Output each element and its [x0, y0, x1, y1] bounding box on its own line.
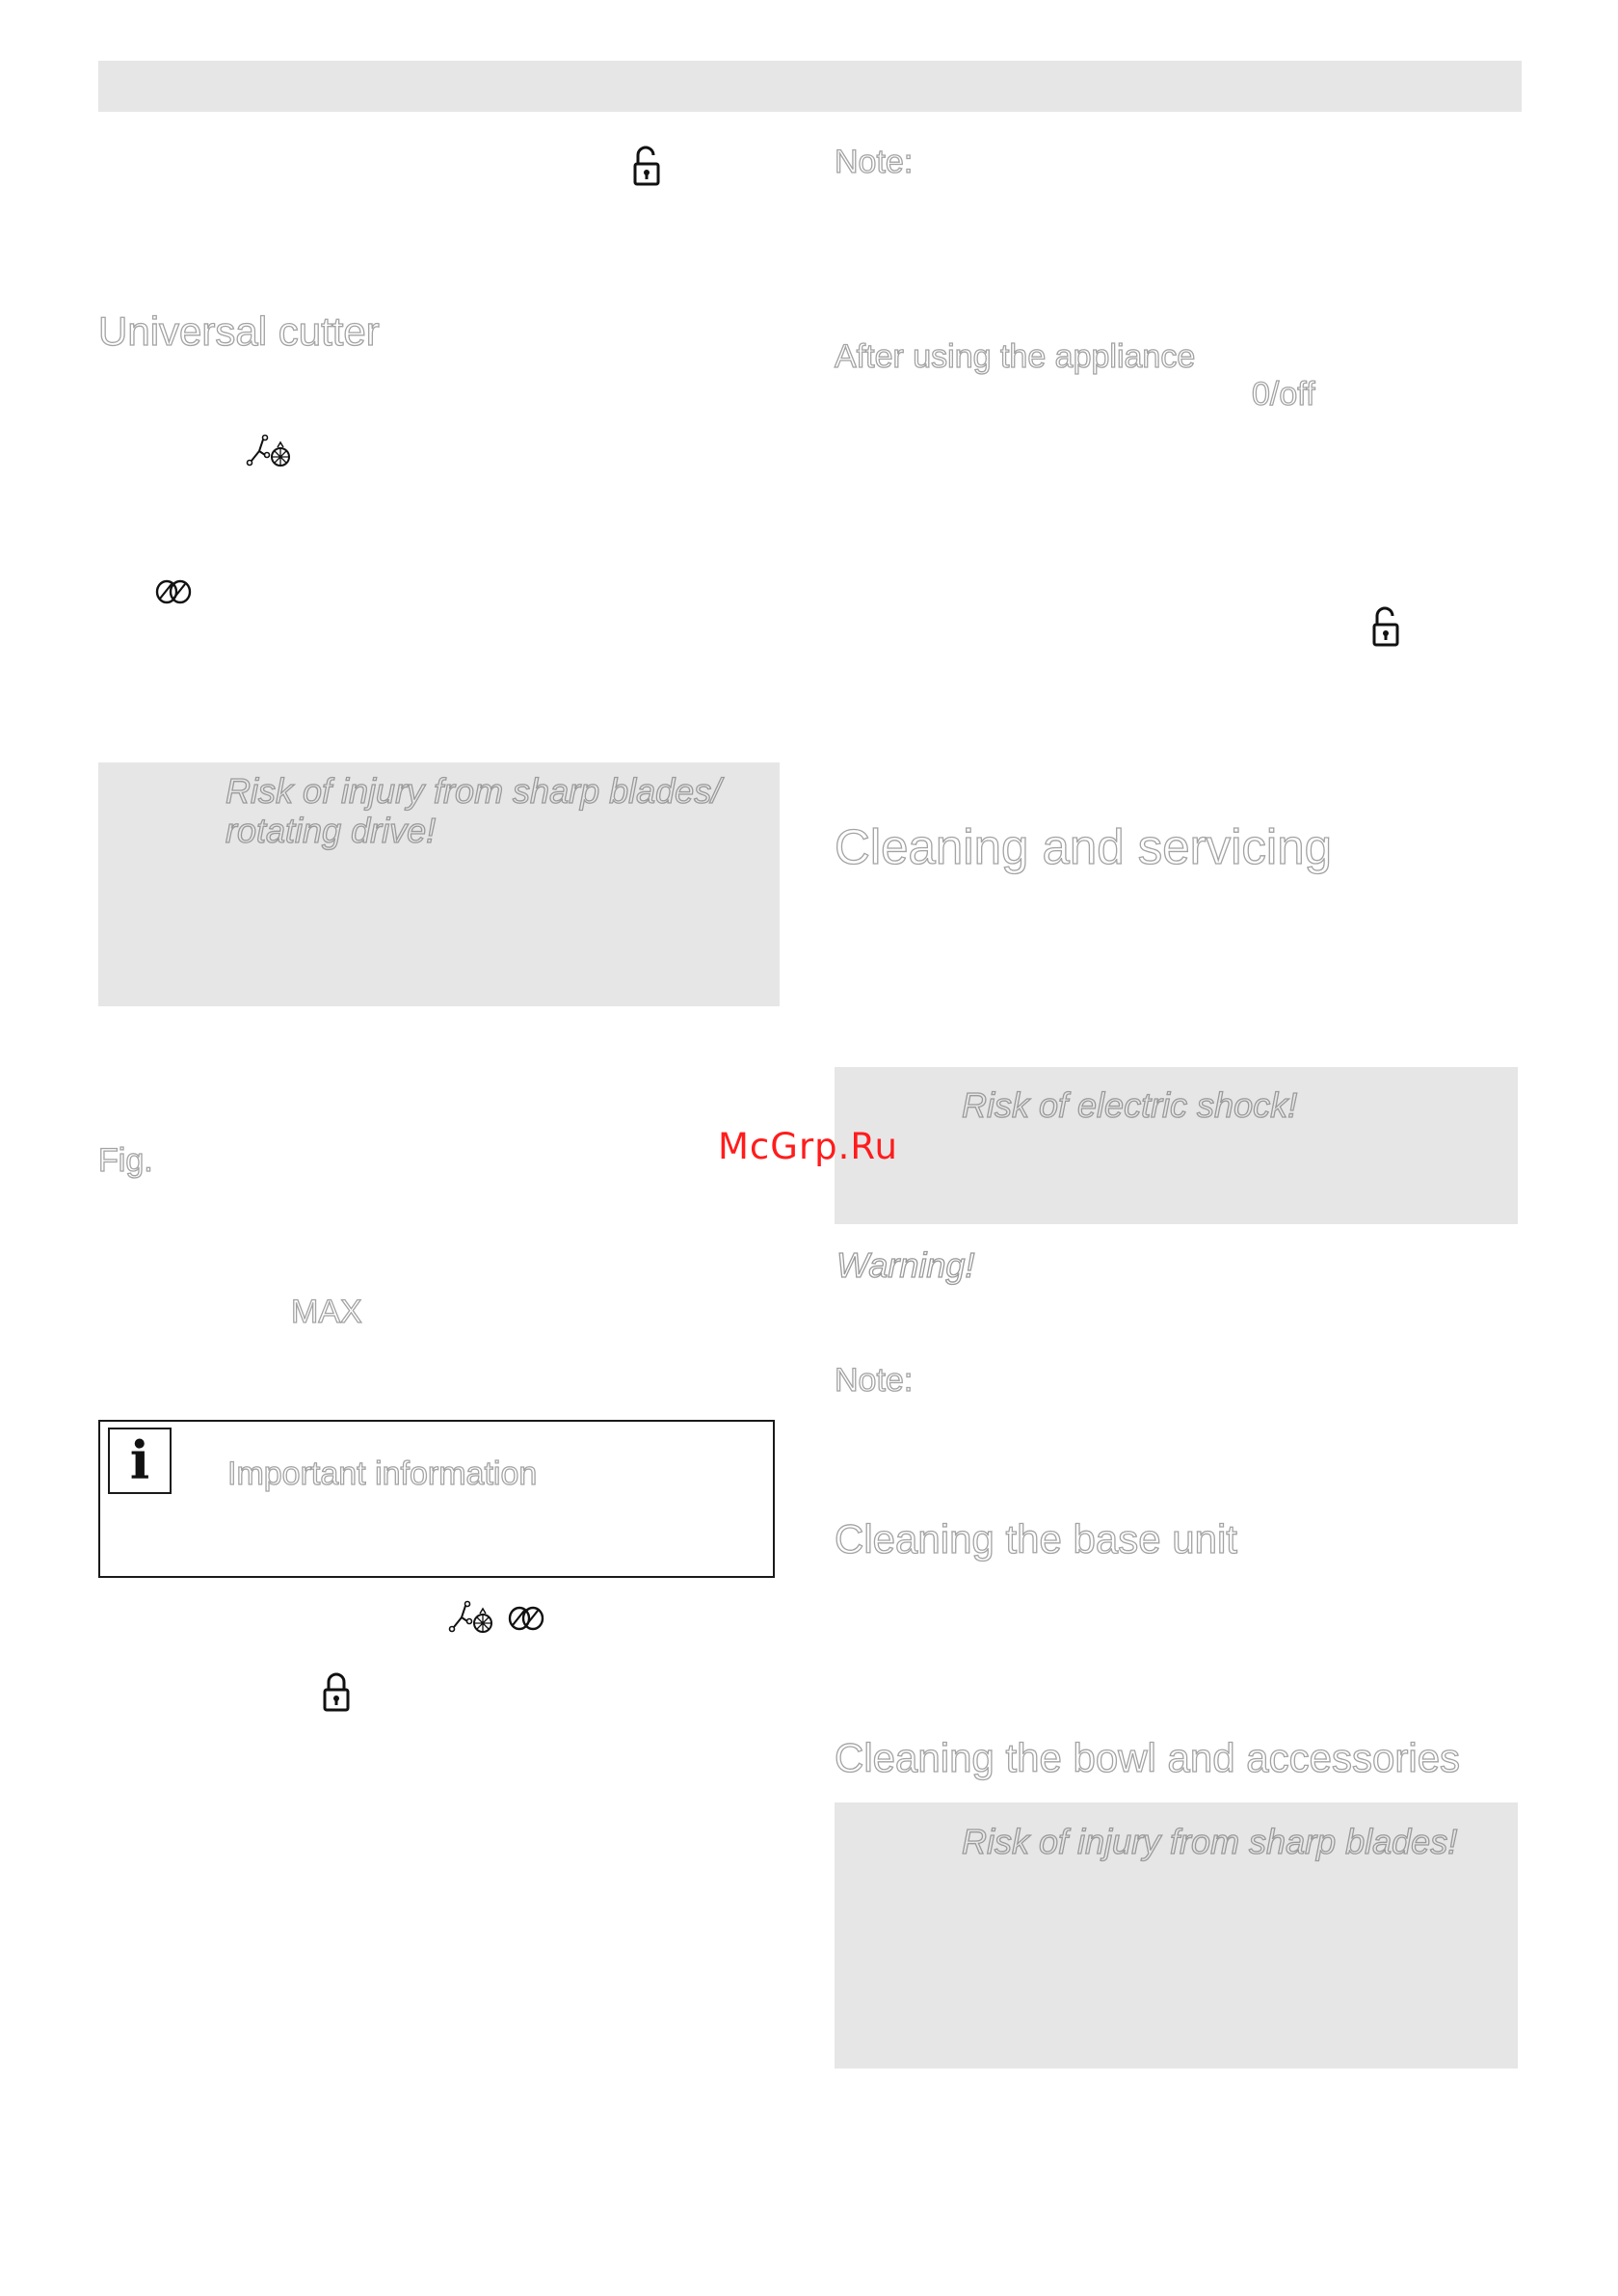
note-label: Note:	[835, 144, 914, 180]
dough-icon	[507, 1605, 545, 1632]
unlock-icon	[1370, 605, 1401, 648]
warning-title: Risk of electric shock!	[962, 1085, 1298, 1125]
off-label: 0/off	[1252, 376, 1315, 413]
watermark: McGrp.Ru	[718, 1126, 898, 1167]
lock-icon	[321, 1670, 352, 1713]
dough-icon	[154, 578, 193, 605]
note-label: Note:	[835, 1362, 914, 1399]
unlock-icon	[631, 145, 662, 187]
heading-cleaning-bowl: Cleaning the bowl and accessories	[835, 1735, 1461, 1780]
important-info-box	[98, 1420, 775, 1578]
warning-box-electric-shock	[835, 1067, 1518, 1224]
warning-box-blades-rotating	[98, 762, 780, 1006]
heading-universal-cutter: Universal cutter	[98, 308, 380, 354]
heading-cleaning-servicing: Cleaning and servicing	[835, 819, 1332, 874]
warning-title: Risk of injury from sharp blades!	[962, 1822, 1458, 1861]
important-info-title: Important information	[227, 1455, 538, 1492]
page-header-bar	[98, 61, 1522, 112]
vegetable-chop-icon	[448, 1600, 496, 1637]
warning-box-sharp-blades	[835, 1802, 1518, 2069]
max-label: MAX	[291, 1294, 362, 1330]
warning-title: Risk of injury from sharp blades/ rotating drive!	[225, 771, 722, 850]
heading-after-using: After using the appliance	[835, 338, 1196, 375]
heading-cleaning-base-unit: Cleaning the base unit	[835, 1516, 1237, 1562]
info-icon: i	[108, 1428, 172, 1494]
vegetable-chop-icon	[246, 434, 294, 470]
warning-label: Warning!	[836, 1245, 975, 1285]
figure-label: Fig.	[98, 1142, 153, 1179]
